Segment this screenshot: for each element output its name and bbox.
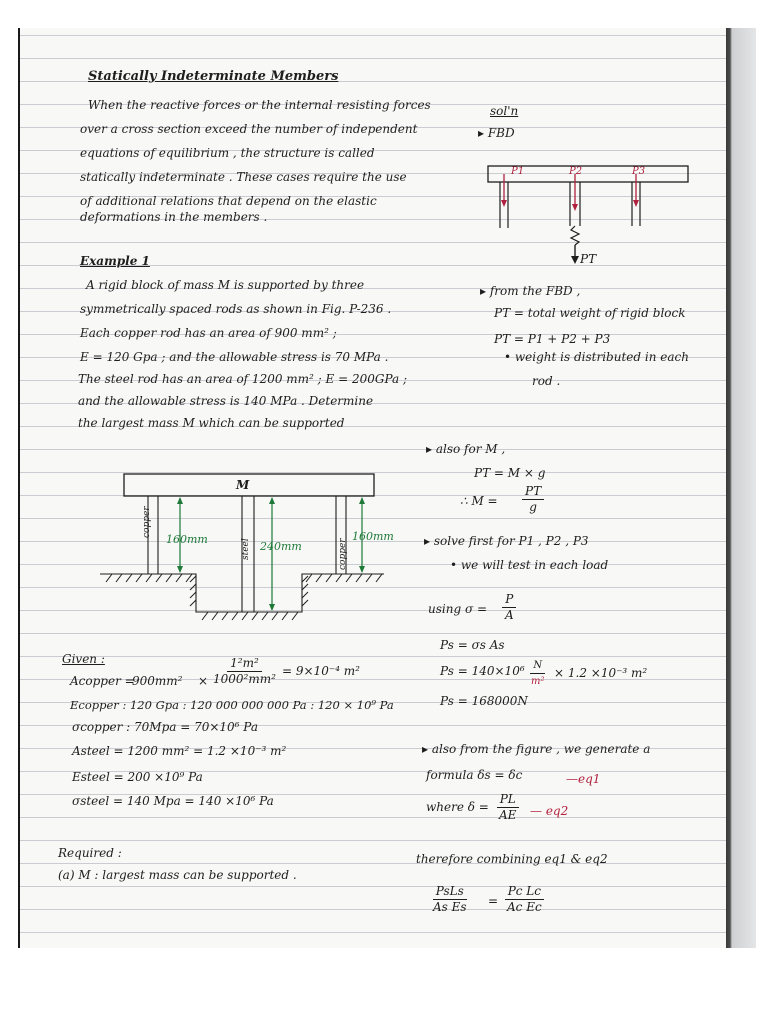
right-pt-definition: PT = total weight of rigid block	[494, 306, 686, 320]
right-test-each: • we will test in each load	[450, 558, 609, 572]
right-final-left-num: PsLs	[433, 884, 467, 900]
right-using: using σ =	[428, 602, 488, 616]
right-from-fbd-text: from the FBD ,	[489, 284, 581, 298]
right-from-fbd: ▸ from the FBD ,	[480, 284, 581, 298]
figure-mid-length: 240mm	[260, 540, 302, 553]
right-final-equals: =	[488, 894, 499, 908]
right-solve-first: ▸ solve first for P1 , P2 , P3	[424, 534, 589, 548]
problem-line-5: The steel rod has an area of 1200 mm² ; E = 200GPa ;	[78, 372, 408, 386]
right-m-num: PT	[522, 484, 544, 500]
right-where-den: AE	[499, 808, 517, 822]
solution-label: sol'n	[490, 104, 519, 118]
fbd-load-p2: P2	[569, 166, 583, 177]
right-using-num: P	[502, 592, 516, 608]
right-final-right-den: Ac Ec	[507, 900, 542, 914]
problem-line-2: symmetrically spaced rods as shown in Fig. P-236 .	[80, 302, 392, 316]
right-ps-equation: Ps = σs As	[440, 638, 505, 652]
figure-left-rod-label: copper	[142, 506, 152, 538]
given-acopper-result: = 9×10⁻⁴ m²	[282, 664, 360, 678]
fbd-load-p3: P3	[632, 166, 646, 177]
notebook-binding	[726, 28, 756, 948]
given-esteel: Esteel = 200 ×10⁹ Pa	[72, 770, 203, 784]
right-weight-note-text: weight is distributed in each	[514, 350, 689, 364]
problem-line-7: the largest mass M which can be supported	[78, 416, 345, 430]
intro-line-6: deformations in the members .	[80, 210, 268, 224]
right-ps-unit-num: N	[530, 658, 545, 674]
required-label: Required :	[58, 846, 122, 860]
given-scopper: σcopper : 70Mpa = 70×10⁶ Pa	[72, 720, 258, 734]
fbd-load-p1: P1	[511, 166, 525, 177]
right-ps-result: Ps = 168000N	[440, 694, 528, 708]
right-also-m-text: also for M ,	[435, 442, 506, 456]
right-pt-mg: PT = M × g	[474, 466, 546, 480]
given-asteel: Asteel = 1200 mm² = 1.2 ×10⁻³ m²	[72, 744, 287, 758]
right-m-den: g	[529, 500, 537, 514]
right-also-figure-text: also from the figure , we generate a	[431, 742, 651, 756]
intro-line-5: of additional relations that depend on the elastic	[80, 194, 377, 208]
right-where-num: PL	[497, 792, 519, 808]
intro-line-4: statically indeterminate . These cases require the use	[80, 170, 407, 184]
given-ssteel: σsteel = 140 Mpa = 140 ×10⁶ Pa	[72, 794, 274, 808]
right-formula: formula δs = δc	[426, 768, 523, 782]
given-acopper-conversion	[210, 656, 279, 687]
right-m-equation: ∴ M =	[460, 494, 498, 508]
right-therefore: therefore combining eq1 & eq2	[416, 852, 608, 866]
right-where-fraction	[496, 792, 519, 823]
right-weight-note-2: rod .	[532, 374, 561, 388]
fbd-label: ▸ FBD	[478, 126, 515, 140]
right-weight-note: • weight is distributed in each	[504, 350, 689, 364]
given-acopper-label: Acopper =	[70, 674, 135, 688]
right-ps-unit	[528, 658, 548, 689]
figure-mid-rod-label: steel	[241, 538, 251, 560]
intro-line-1: When the reactive forces or the internal resisting forces	[88, 98, 431, 112]
problem-line-1: A rigid block of mass M is supported by three	[86, 278, 365, 292]
figure-right-length: 160mm	[352, 530, 394, 543]
given-ecopper: Ecopper : 120 Gpa : 120 000 000 000 Pa : 120 × 10⁹ Pa	[70, 698, 394, 712]
right-where: where δ =	[426, 800, 489, 814]
problem-line-4: E = 120 Gpa ; and the allowable stress is 70 MPa .	[80, 350, 389, 364]
right-using-fraction	[502, 592, 517, 623]
right-using-den: A	[505, 608, 514, 622]
right-solve-first-text: solve first for P1 , P2 , P3	[433, 534, 589, 548]
figure-left-length: 160mm	[166, 533, 208, 546]
given-label: Given :	[62, 652, 105, 666]
problem-line-6: and the allowable stress is 140 MPa . Determine	[78, 394, 374, 408]
right-final-right-fraction	[504, 884, 545, 915]
given-acopper-value: 900mm²	[132, 674, 183, 688]
right-final-left-fraction	[430, 884, 470, 915]
example-title: Example 1	[80, 254, 150, 268]
right-final-right-num: Pc Lc	[505, 884, 544, 900]
right-also-m: ▸ also for M ,	[426, 442, 506, 456]
right-final-left-den: As Es	[433, 900, 467, 914]
figure-right-rod-label: copper	[338, 538, 348, 570]
figure-block-label: M	[236, 478, 250, 492]
given-acopper-conv-num: 1²m²	[227, 656, 262, 672]
page-title: Statically Indeterminate Members	[88, 69, 339, 84]
problem-line-3: Each copper rod has an area of 900 mm² ;	[80, 326, 337, 340]
right-ps-substitution: Ps = 140×10⁶	[440, 664, 525, 678]
required-item: (a) M : largest mass can be supported .	[58, 868, 297, 882]
given-acopper-conv-den: 1000²mm²	[213, 672, 276, 686]
intro-line-2: over a cross section exceed the number of independent	[80, 122, 418, 136]
right-test-each-text: we will test in each load	[460, 558, 609, 572]
fbd-total-load: PT	[580, 252, 597, 266]
right-also-figure: ▸ also from the figure , we generate a	[422, 742, 651, 756]
right-ps-substitution-end: × 1.2 ×10⁻³ m²	[554, 666, 648, 680]
right-pt-sum: PT = P1 + P2 + P3	[494, 332, 611, 346]
right-m-fraction	[522, 484, 544, 515]
right-eq1-tag: —eq1	[566, 772, 601, 786]
fbd-label-text: FBD	[487, 126, 515, 140]
right-ps-unit-den: m²	[531, 676, 545, 687]
intro-line-3: equations of equilibrium , the structure is called	[80, 146, 375, 160]
given-acopper-times: ×	[198, 674, 209, 688]
right-eq2-tag: — eq2	[530, 804, 569, 818]
